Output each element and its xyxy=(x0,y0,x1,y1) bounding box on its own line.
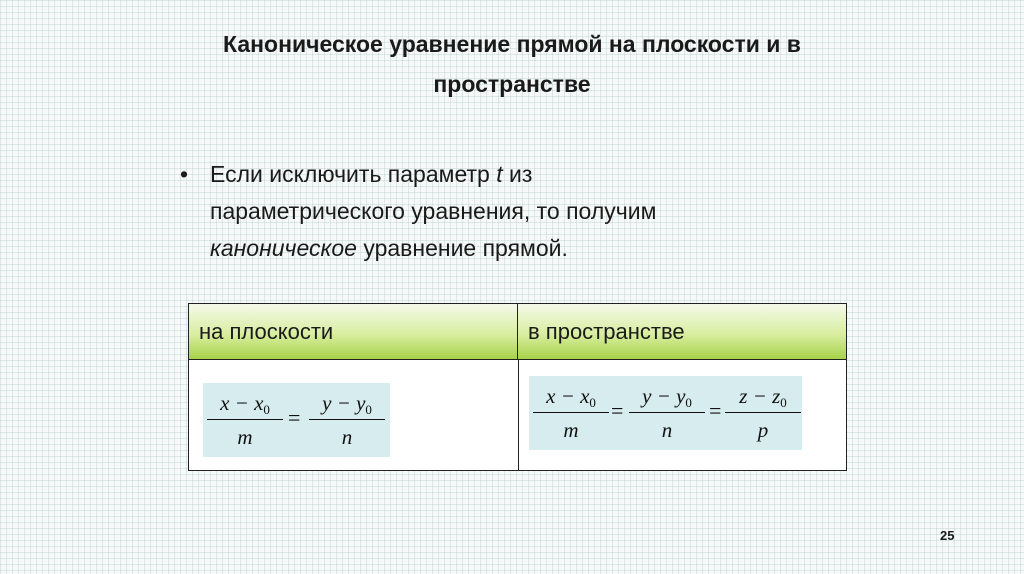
bullet-line-2: параметрического уравнения, то получим xyxy=(210,198,657,224)
equals-sign: = xyxy=(288,405,301,430)
fraction-denominator: m xyxy=(237,425,253,449)
fraction-z xyxy=(725,382,801,443)
equals-sign: = xyxy=(611,398,624,423)
header-plane: на плоскости xyxy=(189,304,518,360)
bullet-text xyxy=(210,156,730,267)
page-number: 25 xyxy=(940,528,955,543)
fraction-numerator xyxy=(309,389,385,417)
column-divider xyxy=(518,360,519,470)
bullet-line-3 xyxy=(210,230,730,267)
fraction-numerator xyxy=(725,382,801,410)
slide-title-line-1: Каноническое уравнение прямой на плоскости и в xyxy=(223,31,801,57)
fraction-denominator: m xyxy=(563,418,579,442)
fraction-bar xyxy=(725,412,801,413)
fraction-bar xyxy=(207,419,283,420)
numerator-subscript: 0 xyxy=(780,395,787,410)
fraction-x xyxy=(207,389,283,450)
numerator-expression: x − x xyxy=(546,384,590,408)
numerator-expression: y − y xyxy=(642,384,686,408)
slide-title-line-2: пространстве xyxy=(433,71,591,97)
fraction-numerator xyxy=(629,382,705,410)
plane-canonical-equation xyxy=(203,383,390,457)
bullet-line-3-post: уравнение прямой. xyxy=(356,235,568,261)
fraction-denominator: n xyxy=(661,418,673,442)
slide-title xyxy=(60,24,964,104)
fraction-x xyxy=(533,382,609,443)
numerator-subscript: 0 xyxy=(263,402,270,417)
fraction-numerator xyxy=(533,382,609,410)
equals-sign: = xyxy=(709,398,722,423)
fraction-denominator: p xyxy=(757,418,769,442)
numerator-expression: x − x xyxy=(220,391,264,415)
parameter-t: t xyxy=(496,161,503,187)
numerator-subscript: 0 xyxy=(365,402,372,417)
fraction-denominator: n xyxy=(341,425,353,449)
header-space: в пространстве xyxy=(528,319,685,344)
canonical-emphasis: каноническое xyxy=(210,235,357,261)
fraction-numerator xyxy=(207,389,283,417)
table-header-row xyxy=(189,304,846,360)
bullet-line-1 xyxy=(210,156,730,193)
bullet-line-1-post: из xyxy=(502,161,533,187)
bullet-marker: • xyxy=(180,161,189,187)
numerator-expression: y − y xyxy=(322,391,366,415)
numerator-subscript: 0 xyxy=(685,395,692,410)
space-canonical-equation xyxy=(529,376,802,450)
fraction-bar xyxy=(533,412,609,413)
fraction-bar xyxy=(629,412,705,413)
fraction-bar xyxy=(309,419,385,420)
numerator-expression: z − z xyxy=(739,384,781,408)
fraction-y xyxy=(309,389,385,450)
bullet-line-1-pre: Если исключить параметр xyxy=(210,161,497,187)
fraction-y xyxy=(629,382,705,443)
numerator-subscript: 0 xyxy=(589,395,596,410)
